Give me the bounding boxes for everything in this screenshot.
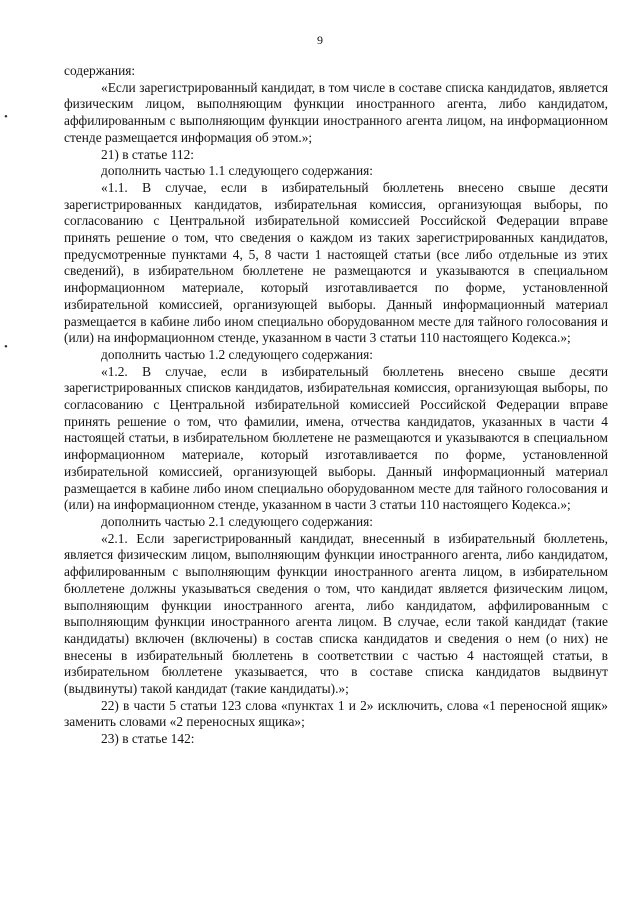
paragraph: 23) в статье 142: bbox=[101, 731, 195, 747]
paragraph: «1.1. В случае, если в избирательный бюллетень внесено свыше десяти зарегистрированных кандидатов, избирательная комиссия, организующая выборы, по согласованию с Центральной избирательной комиссией Российской Федерации вправе принять решение о том, что сведения о каждом из таких зарегистрированных кандидатов, предусмотренные пунктами 4, 5, 8 части 1 настоящей статьи (все либо отдельные из этих сведений), в избирательном бюллетене не размещаются и указываются в специальном информационном материале, который изготавливается по форме, установленной избирательной комиссией, организующей выборы. Данный информационный материал размещается в кабине либо ином специально оборудованном месте для тайного голосования и (или) на информационном стенде, указанном в части 3 статьи 110 настоящего Кодекса.»; bbox=[64, 179, 608, 346]
paragraph: «Если зарегистрированный кандидат, в том числе в составе списка кандидатов, является физическим лицом, выполняющим функции иностранного агента, либо кандидатом, аффилированным с выполняющим функции иностранного агента лицом, на информационном стенде размещается информация об этом.»; bbox=[64, 79, 608, 145]
paragraph: 21) в статье 112: bbox=[101, 146, 194, 162]
paragraph: 22) в части 5 статьи 123 слова «пунктах 1 и 2» исключить, слова «1 переносной ящик» заменить словами «2 переносных ящика»; bbox=[64, 697, 608, 730]
paragraph: «2.1. Если зарегистрированный кандидат, внесенный в избирательный бюллетень, является физическим лицом, выполняющим функции иностранного агента, либо кандидатом, аффилированным с выполняющим функции иностранного агента лицом, в избирательном бюллетене должны указываться сведения о том, что кандидат является физическим лицом, выполняющим функции иностранного агента, либо кандидатом, аффилированным с выполняющим функции иностранного агента лицом. В случае, если такой кандидат (такие кандидаты) включен (включены) в состав списка кандидатов и сведения о нем (о них) не внесены в избирательный бюллетень в соответствии с частью 4 настоящей статьи, в избирательном бюллетене указывается, что в составе списка кандидатов выдвинут (выдвинуты) такой кандидат (такие кандидаты).»; bbox=[64, 530, 608, 697]
paragraph: содержания: bbox=[64, 63, 136, 78]
page-number: 9 bbox=[317, 33, 323, 47]
document-body bbox=[64, 63, 608, 748]
paragraph: дополнить частью 1.2 следующего содержания: bbox=[101, 346, 374, 362]
paragraph: дополнить частью 1.1 следующего содержания: bbox=[101, 163, 374, 179]
paragraph: дополнить частью 2.1 следующего содержания: bbox=[101, 513, 374, 529]
margin-mark: • bbox=[4, 341, 8, 353]
margin-mark: • bbox=[4, 111, 8, 123]
paragraph: «1.2. В случае, если в избирательный бюллетень внесено свыше десяти зарегистрированных списков кандидатов, избирательная комиссия, организующая выборы, по согласованию с Центральной избирательной комиссией Российской Федерации вправе принять решение о том, что фамилии, имена, отчества кандидатов, указанных в части 4 настоящей статьи, в избирательном бюллетене не размещаются и указываются в специальном информационном материале, который изготавливается по форме, установленной избирательной комиссией, организующей выборы. Данный информационный материал размещается в кабине либо ином специально оборудованном месте для тайного голосования и (или) на информационном стенде, указанном в части 3 статьи 110 настоящего Кодекса.»; bbox=[64, 363, 608, 513]
